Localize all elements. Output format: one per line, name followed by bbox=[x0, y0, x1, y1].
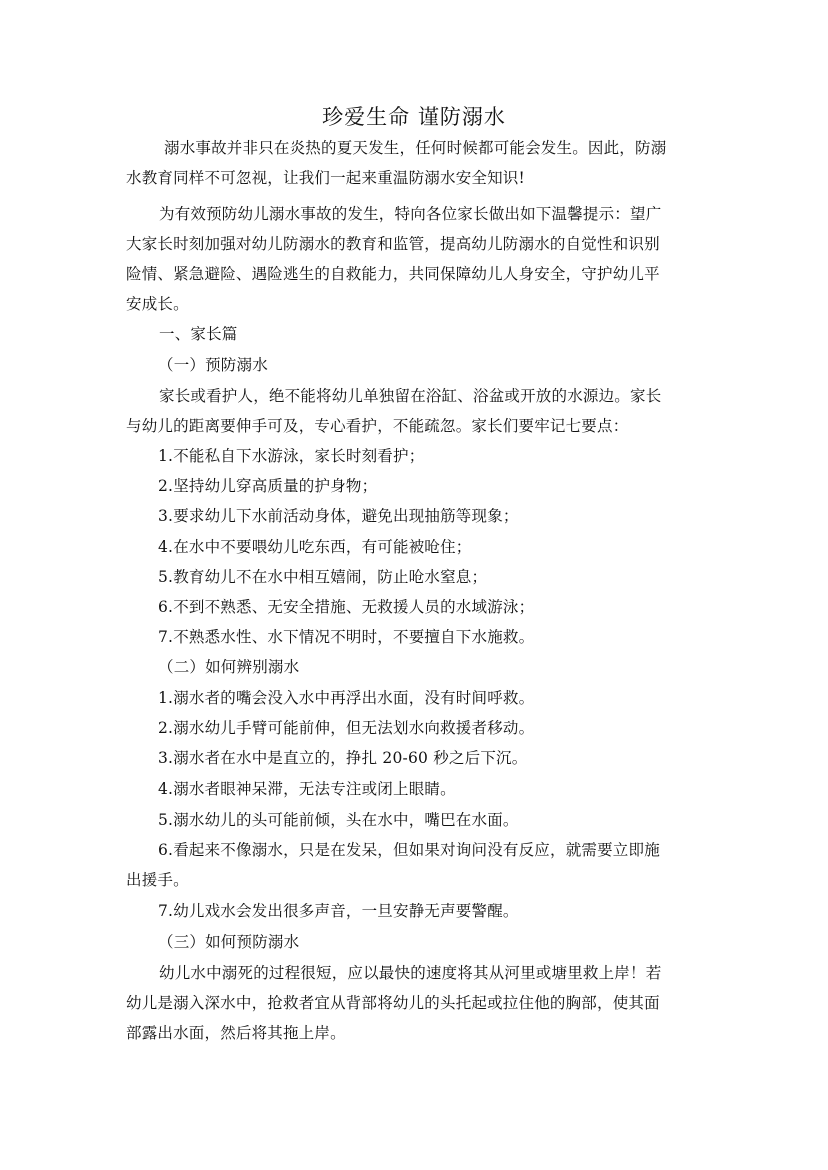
part1-paragraph-line: 与幼儿的距离要伸手可及，专心看护，不能疏忽。家长们要牢记七要点： bbox=[126, 417, 629, 435]
part3-paragraph-line: 部露出水面，然后将其拖上岸。 bbox=[126, 1024, 346, 1042]
reminder-line: 大家长时刻加强对幼儿防溺水的教育和监管，提高幼儿防溺水的自觉性和识别 bbox=[126, 235, 660, 253]
intro-line: 溺水事故并非只在炎热的夏天发生，任何时候都可能会发生。因此，防溺 bbox=[164, 139, 667, 157]
part2-list-item: 5.溺水幼儿的头可能前倾，头在水中，嘴巴在水面。 bbox=[158, 811, 519, 829]
part3-paragraph-line: 幼儿是溺入深水中，抢救者宜从背部将幼儿的头托起或拉住他的胸部，使其面 bbox=[126, 994, 660, 1012]
part3-heading: （三）如何预防溺水 bbox=[158, 933, 300, 951]
part1-heading: （一）预防溺水 bbox=[158, 356, 268, 374]
reminder-line: 为有效预防幼儿溺水事故的发生，特向各位家长做出如下温馨提示：望广 bbox=[159, 205, 662, 223]
part3-paragraph-line: 幼儿水中溺死的过程很短，应以最快的速度将其从河里或塘里救上岸！若 bbox=[159, 964, 662, 982]
section-heading: 一、家长篇 bbox=[159, 325, 238, 343]
part2-list-item: 4.溺水者眼神呆滞，无法专注或闭上眼睛。 bbox=[158, 780, 456, 798]
part1-list-item: 1.不能私自下水游泳，家长时刻看护； bbox=[158, 447, 425, 465]
part1-list-item: 7.不熟悉水性、水下情况不明时，不要擅自下水施救。 bbox=[158, 628, 535, 646]
part1-list-item: 4.在水中不要喂幼儿吃东西，有可能被呛住； bbox=[158, 538, 472, 556]
reminder-line: 险情、紧急避险、遇险逃生的自救能力，共同保障幼儿人身安全，守护幼儿平 bbox=[126, 265, 660, 283]
reminder-line: 安成长。 bbox=[126, 295, 189, 313]
part2-list-item: 2.溺水幼儿手臂可能前伸，但无法划水向救援者移动。 bbox=[158, 719, 535, 737]
part1-list-item: 5.教育幼儿不在水中相互嬉闹，防止呛水窒息； bbox=[158, 568, 488, 586]
document-title: 珍爱生命 谨防溺水 bbox=[322, 105, 506, 129]
part1-list-item: 2.坚持幼儿穿高质量的护身物； bbox=[158, 477, 378, 495]
intro-line: 水教育同样不可忽视，让我们一起来重温防溺水安全知识! bbox=[126, 169, 525, 187]
part2-list-item: 3.溺水者在水中是直立的，挣扎 20-60 秒之后下沉。 bbox=[158, 749, 528, 767]
part1-list-item: 6.不到不熟悉、无安全措施、无救援人员的水域游泳； bbox=[158, 598, 535, 616]
part2-list-item-continued: 出援手。 bbox=[126, 871, 189, 889]
part2-list-item: 1.溺水者的嘴会没入水中再浮出水面，没有时间呼救。 bbox=[158, 689, 535, 707]
part1-paragraph-line: 家长或看护人，绝不能将幼儿单独留在浴缸、浴盆或开放的水源边。家长 bbox=[159, 387, 662, 405]
part2-list-item: 6.看起来不像溺水，只是在发呆，但如果对询问没有反应，就需要立即施 bbox=[158, 841, 660, 859]
part2-list-item: 7.幼儿戏水会发出很多声音，一旦安静无声要警醒。 bbox=[158, 902, 519, 920]
part1-list-item: 3.要求幼儿下水前活动身体，避免出现抽筋等现象； bbox=[158, 507, 519, 525]
part2-heading: （二）如何辨别溺水 bbox=[158, 658, 300, 676]
